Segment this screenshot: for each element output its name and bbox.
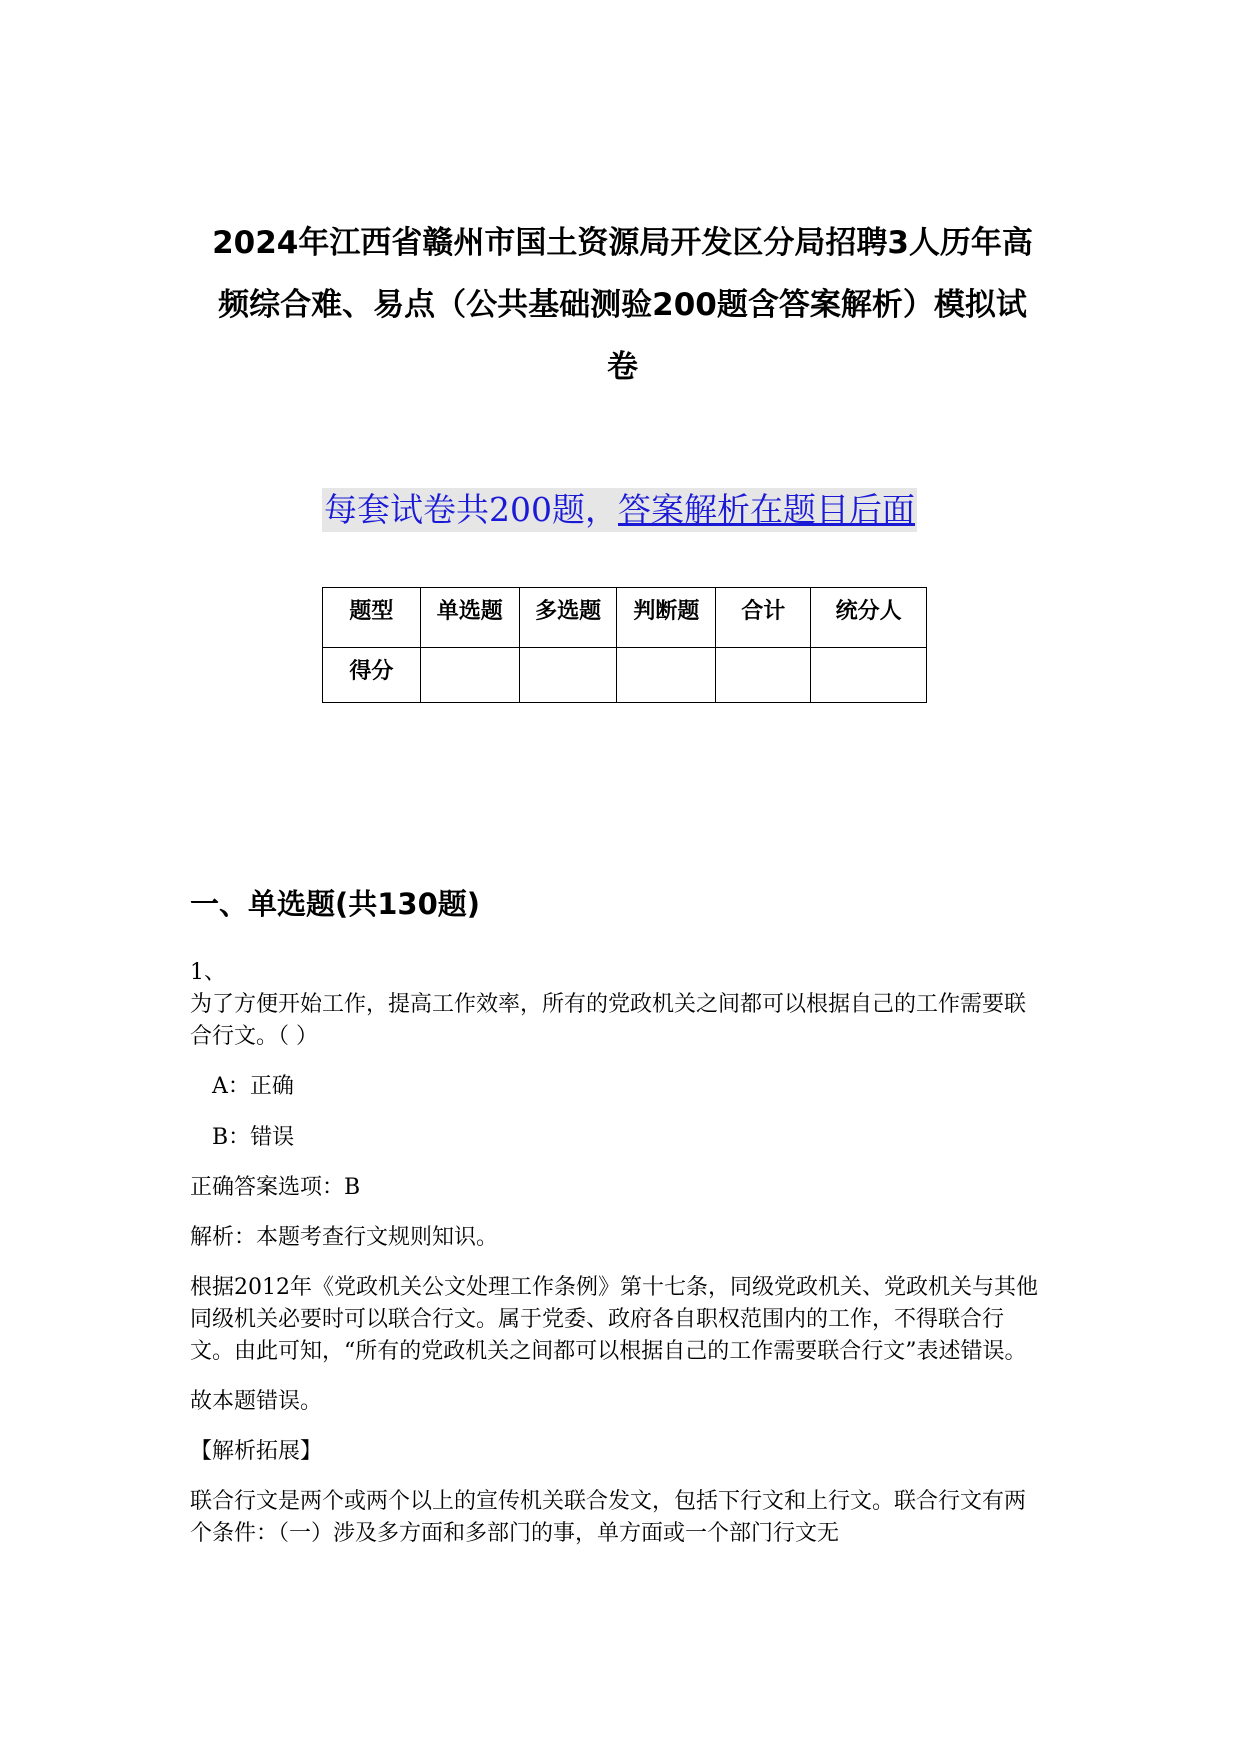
- question-stem: 为了方便开始工作，提高工作效率，所有的党政机关之间都可以根据自己的工作需要联合行文。（ ）: [190, 992, 1027, 1049]
- header-cell-total: 合计: [716, 588, 811, 648]
- score-table: [322, 587, 927, 703]
- analysis-text: 解析：本题考查行文规则知识。: [190, 1225, 499, 1250]
- option-a: A：正确: [212, 1074, 294, 1099]
- score-cell: [519, 648, 617, 703]
- title-line-3: 卷: [607, 349, 638, 385]
- question-block: [190, 957, 1046, 1550]
- extension-heading: 【解析拓展】: [190, 1439, 323, 1464]
- title-line-1: 2024年江西省赣州市国土资源局开发区分局招聘3人历年高: [212, 225, 1033, 261]
- header-cell-type: 题型: [323, 588, 421, 648]
- subtitle-banner: [322, 488, 917, 532]
- score-cell: [811, 648, 927, 703]
- subtitle-link[interactable]: 答案解析在题目后面: [618, 490, 915, 529]
- document-title: [190, 212, 1055, 398]
- score-table-score-row: [323, 648, 927, 703]
- explanation-text: 根据2012年《党政机关公文处理工作条例》第十七条，同级党政机关、党政机关与其他同级机关必要时可以联合行文。属于党委、政府各自职权范围内的工作，不得联合行文。由此可知，“所有的党政机关之间都可以根据自己的工作需要联合行文”表述错误。: [190, 1275, 1038, 1364]
- question-number: 1、: [190, 960, 226, 985]
- subtitle-text: 每套试卷共200题，: [324, 490, 618, 529]
- header-cell-judge: 判断题: [617, 588, 716, 648]
- row-label-score: 得分: [323, 648, 421, 703]
- correct-answer: 正确答案选项：B: [190, 1175, 361, 1200]
- header-cell-single: 单选题: [420, 588, 519, 648]
- title-line-2: 频综合难、易点（公共基础测验200题含答案解析）模拟试: [218, 287, 1027, 323]
- header-cell-scorer: 统分人: [811, 588, 927, 648]
- score-cell: [716, 648, 811, 703]
- section-heading: 一、单选题(共130题): [190, 887, 481, 921]
- header-cell-multi: 多选题: [519, 588, 617, 648]
- score-table-header-row: [323, 588, 927, 648]
- score-cell: [617, 648, 716, 703]
- score-cell: [420, 648, 519, 703]
- extension-text: 联合行文是两个或两个以上的宣传机关联合发文，包括下行文和上行文。联合行文有两个条件：（一）涉及多方面和多部门的事，单方面或一个部门行文无: [190, 1489, 1027, 1546]
- option-b: B：错误: [212, 1125, 295, 1150]
- conclusion-text: 故本题错误。: [190, 1389, 323, 1414]
